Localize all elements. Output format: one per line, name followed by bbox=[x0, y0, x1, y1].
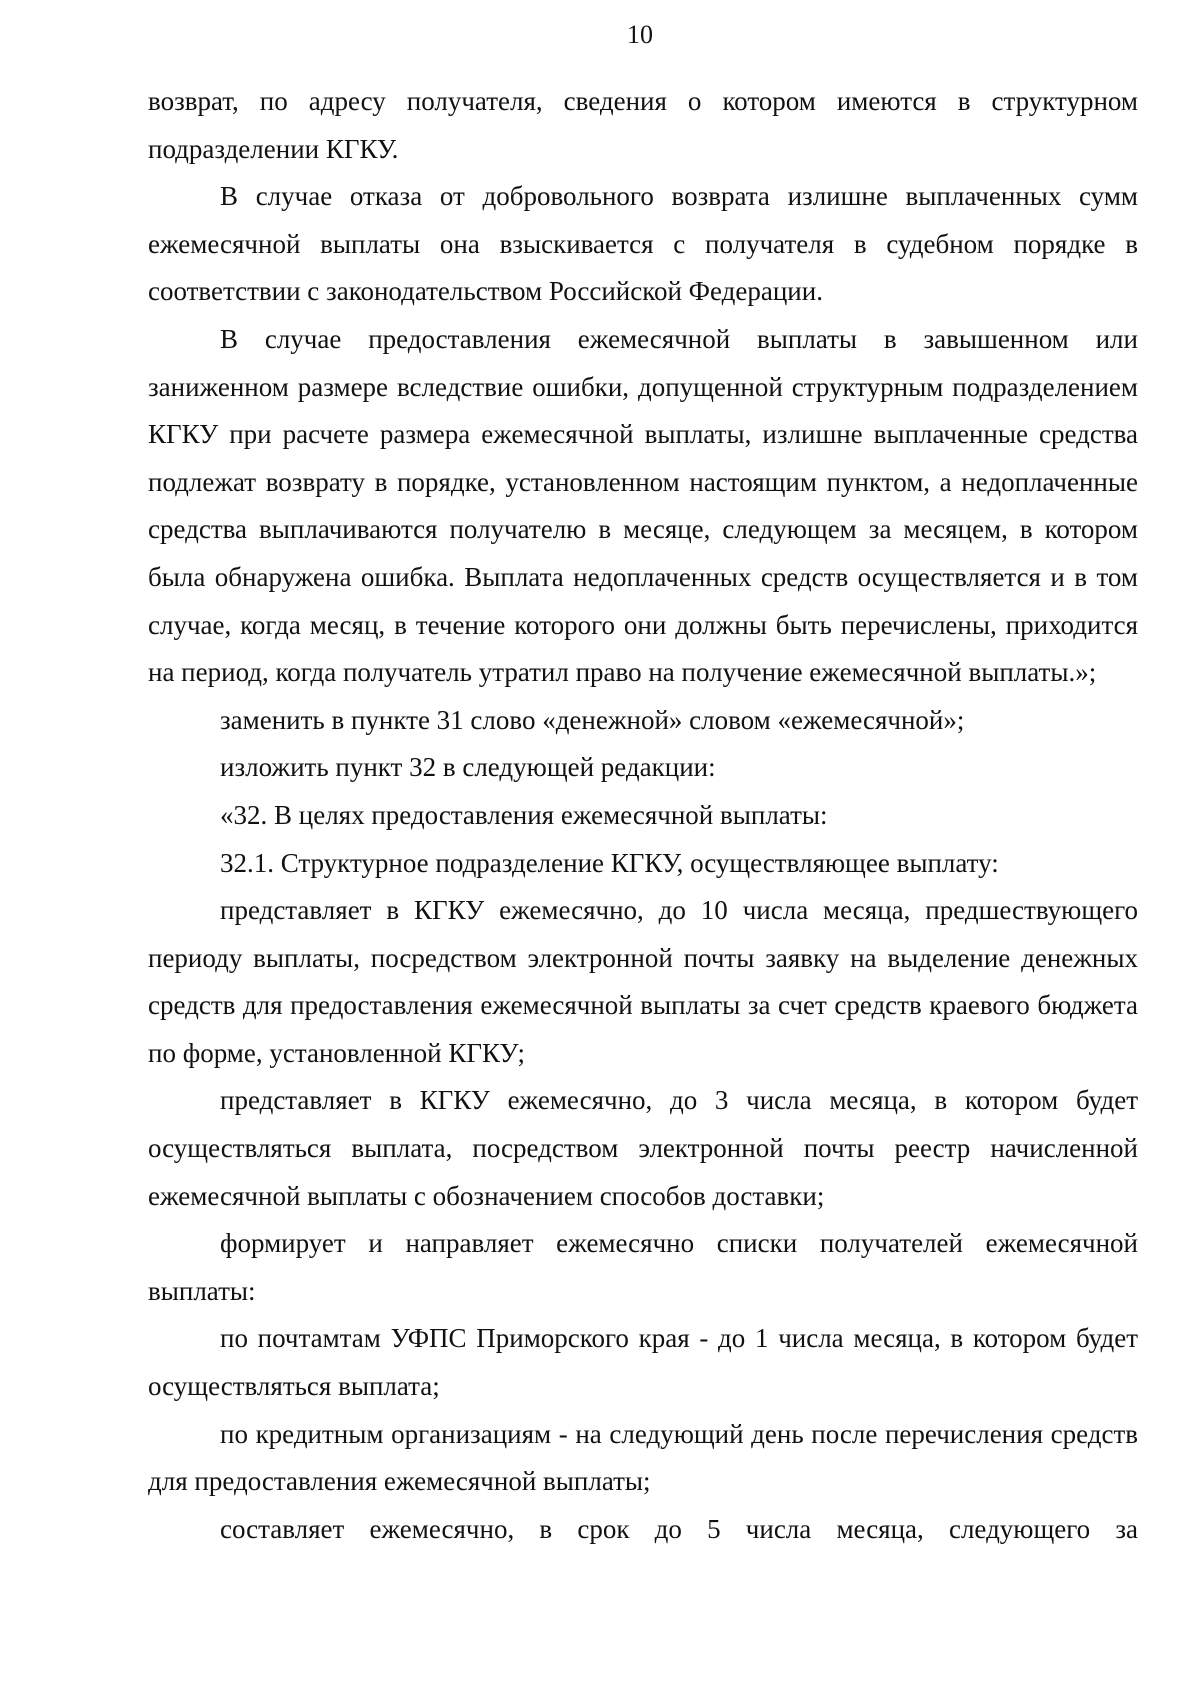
paragraph-funding-request: представляет в КГКУ ежемесячно, до 10 числа месяца, предшествующего периоду выплаты, посредством электронной почты заявку на выделение денежных средств для предоставления ежемесячной выплаты за счет средств краевого бюджета по форме, установленной КГКУ; bbox=[148, 895, 1138, 1068]
paragraph-restate-point-32: изложить пункт 32 в следующей редакции: bbox=[220, 752, 716, 783]
paragraph-payment-register: представляет в КГКУ ежемесячно, до 3 числа месяца, в котором будет осуществляться выплата, посредством электронной почты реестр начисленной ежемесячной выплаты с обозначением способов доставки; bbox=[148, 1085, 1138, 1211]
paragraph-overpayment-error: В случае предоставления ежемесячной выплаты в завышенном или заниженном размере вследствие ошибки, допущенной структурным подразделением КГКУ при расчете размера ежемесячной выплаты, излишне выплаченные средства подлежат возврату в порядке, установленном настоящим пунктом, а недоплаченные средства выплачиваются получателю в месяце, следующем за месяцем, в котором была обнаружена ошибка. Выплата недоплаченных средств осуществляется и в том случае, когда месяц, в течение которого они должны быть перечислены, приходится на период, когда получатель утратил право на получение ежемесячной выплаты.»; bbox=[148, 323, 1138, 688]
paragraph-point-32-1: 32.1. Структурное подразделение КГКУ, осуществляющее выплату: bbox=[220, 847, 999, 878]
page-number: 10 bbox=[627, 20, 653, 49]
paragraph-post-offices: по почтамтам УФПС Приморского края - до 1 числа месяца, в котором будет осуществляться выплата; bbox=[148, 1323, 1138, 1402]
paragraph-credit-organizations: по кредитным организациям - на следующий день после перечисления средств для предоставления ежемесячной выплаты; bbox=[148, 1418, 1138, 1497]
paragraph-refusal-of-return: В случае отказа от добровольного возврата излишне выплаченных сумм ежемесячной выплаты она взыскивается с получателя в судебном порядке в соответствии с законодательством Российской Федерации. bbox=[148, 181, 1138, 307]
document-body bbox=[148, 78, 1138, 1553]
paragraph-return-address: возврат, по адресу получателя, сведения о котором имеются в структурном подразделении КГКУ. bbox=[148, 86, 1138, 164]
paragraph-replace-point-31: заменить в пункте 31 слово «денежной» словом «ежемесячной»; bbox=[220, 704, 965, 735]
paragraph-point-32-heading: «32. В целях предоставления ежемесячной выплаты: bbox=[220, 799, 828, 830]
paragraph-recipient-lists: формирует и направляет ежемесячно списки получателей ежемесячной выплаты: bbox=[148, 1228, 1138, 1306]
paragraph-monthly-compilation: составляет ежемесячно, в срок до 5 числа месяца, следующего за bbox=[220, 1513, 1138, 1544]
